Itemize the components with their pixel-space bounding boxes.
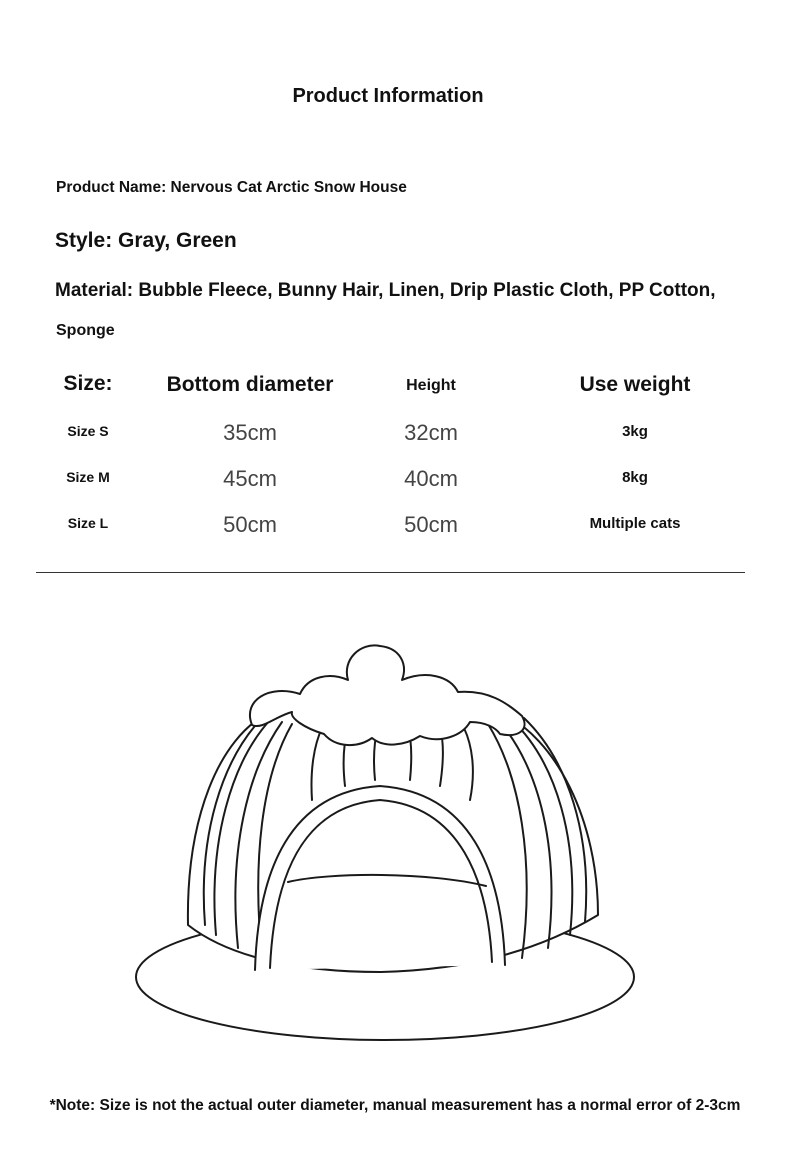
size-l-diameter: 50cm bbox=[223, 512, 277, 537]
product-style: Style: Gray, Green bbox=[55, 229, 237, 252]
size-s-weight: 3kg bbox=[622, 423, 648, 440]
product-material-continued: Sponge bbox=[56, 322, 115, 339]
product-material: Material: Bubble Fleece, Bunny Hair, Linen, Drip Plastic Cloth, PP Cotton, bbox=[55, 280, 716, 301]
use-weight-header: Use weight bbox=[579, 373, 691, 396]
size-m-label: Size M bbox=[66, 469, 110, 485]
size-m-weight: 8kg bbox=[622, 469, 648, 486]
section-divider bbox=[36, 572, 745, 573]
size-m-height: 40cm bbox=[404, 466, 458, 491]
cat-house-line-drawing-icon bbox=[130, 636, 640, 1046]
size-header: Size: bbox=[63, 372, 113, 395]
size-l-label: Size L bbox=[67, 515, 109, 531]
size-s-label: Size S bbox=[67, 423, 109, 439]
page-title: Product Information bbox=[292, 85, 484, 107]
size-m-diameter: 45cm bbox=[223, 466, 277, 491]
product-name: Product Name: Nervous Cat Arctic Snow House bbox=[56, 179, 407, 196]
height-header: Height bbox=[406, 377, 456, 394]
size-s-height: 32cm bbox=[404, 420, 458, 445]
size-s-diameter: 35cm bbox=[223, 420, 277, 445]
size-l-height: 50cm bbox=[404, 512, 458, 537]
size-l-weight: Multiple cats bbox=[589, 515, 681, 532]
size-note: *Note: Size is not the actual outer diameter, manual measurement has a normal error of 2-3cm bbox=[49, 1097, 741, 1114]
bottom-diameter-header: Bottom diameter bbox=[166, 373, 334, 396]
